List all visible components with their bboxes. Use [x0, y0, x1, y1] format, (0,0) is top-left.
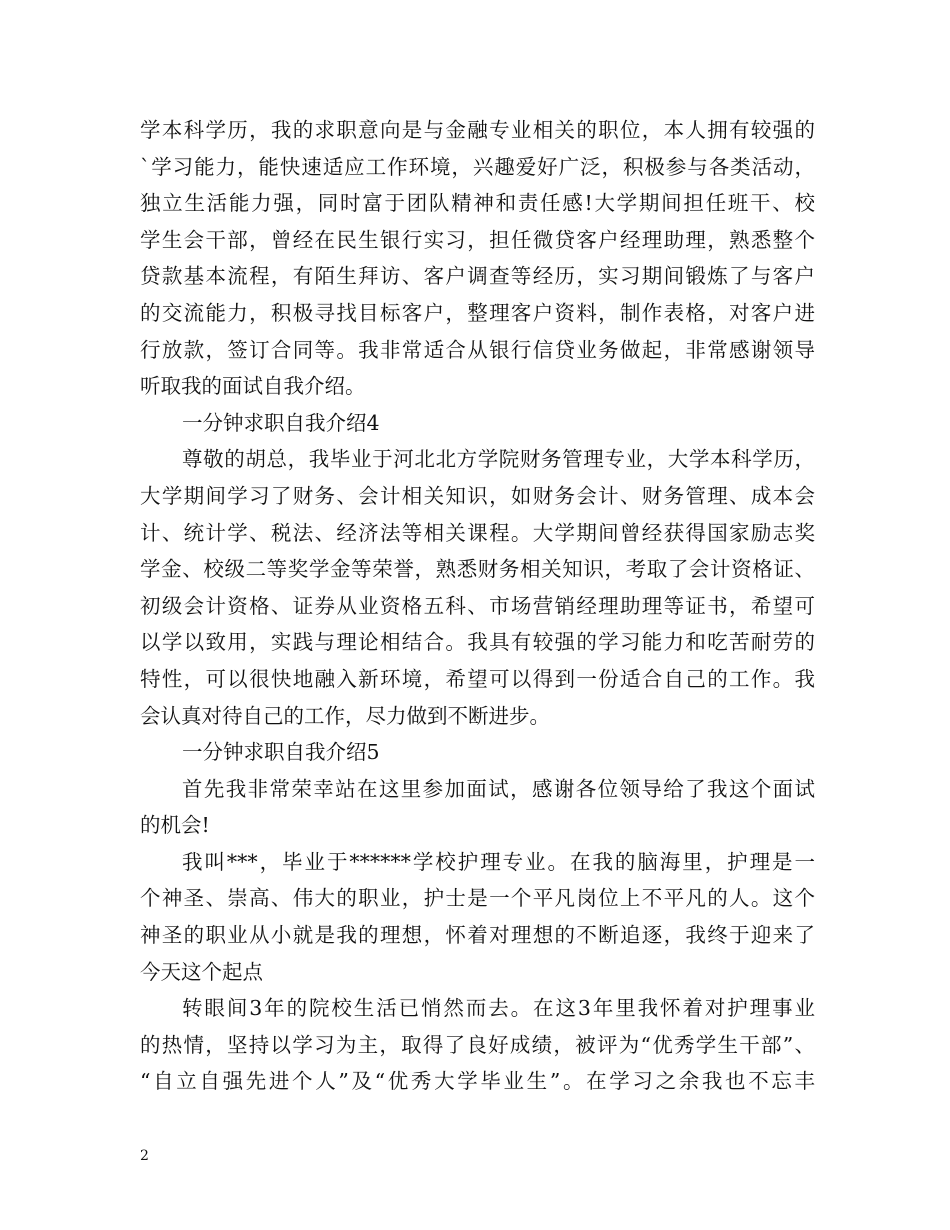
text-line: 独立生活能力强，同时富于团队精神和责任感!大学期间担任班干、校: [140, 191, 815, 216]
text-line: 学金、校级二等奖学金等荣誉，熟悉财务相关知识，考取了会计资格证、: [140, 557, 815, 582]
section-heading: 一分钟求职自我介绍5: [182, 740, 380, 765]
text-line: 初级会计资格、证券从业资格五科、市场营销经理助理等证书，希望可: [140, 593, 815, 618]
text-line: 的机会!: [140, 813, 210, 838]
text-line: 的交流能力，积极寻找目标客户，整理客户资料，制作表格，对客户进: [140, 300, 815, 325]
text-line: “自立自强先进个人”及“优秀大学毕业生”。在学习之余我也不忘丰: [140, 1069, 815, 1094]
text-line: 我叫***，毕业于******学校护理专业。在我的脑海里，护理是一: [182, 849, 815, 874]
text-line: 学本科学历，我的求职意向是与金融专业相关的职位，本人拥有较强的: [140, 118, 815, 142]
text-line: 会认真对待自己的工作，尽力做到不断进步。: [140, 703, 550, 728]
text-line: 行放款，签订合同等。我非常适合从银行信贷业务做起，非常感谢领导: [140, 337, 815, 362]
text-line: 转眼间3年的院校生活已悄然而去。在这3年里我怀着对护理事业: [182, 996, 815, 1021]
page-number: 2: [140, 1148, 149, 1164]
text-line: 听取我的面试自我介绍。: [140, 374, 366, 399]
text-line: 神圣的职业从小就是我的理想，怀着对理想的不断追逐，我终于迎来了: [140, 923, 815, 948]
text-line: 的热情，坚持以学习为主，取得了良好成绩，被评为“优秀学生干部”、: [140, 1032, 815, 1057]
text-line: 以学以致用，实践与理论相结合。我具有较强的学习能力和吃苦耐劳的: [140, 630, 815, 655]
text-line: 今天这个起点: [140, 959, 263, 984]
document-body: [140, 112, 815, 1100]
text-line: 尊敬的胡总，我毕业于河北北方学院财务管理专业，大学本科学历，: [182, 447, 815, 472]
text-line: `学习能力，能快速适应工作环境，兴趣爱好广泛，积极参与各类活动，: [140, 154, 815, 179]
text-line: 特性，可以很快地融入新环境，希望可以得到一份适合自己的工作。我: [140, 666, 815, 691]
text-line: 首先我非常荣幸站在这里参加面试，感谢各位领导给了我这个面试: [182, 776, 815, 801]
section-heading: 一分钟求职自我介绍4: [182, 410, 380, 435]
text-line: 大学期间学习了财务、会计相关知识，如财务会计、财务管理、成本会: [140, 483, 815, 508]
text-line: 计、统计学、税法、经济法等相关课程。大学期间曾经获得国家励志奖: [140, 520, 815, 545]
text-line: 贷款基本流程，有陌生拜访、客户调查等经历，实习期间锻炼了与客户: [140, 264, 815, 289]
text-line: 学生会干部，曾经在民生银行实习，担任微贷客户经理助理，熟悉整个: [140, 227, 815, 252]
text-line: 个神圣、崇高、伟大的职业，护士是一个平凡岗位上不平凡的人。这个: [140, 886, 815, 911]
